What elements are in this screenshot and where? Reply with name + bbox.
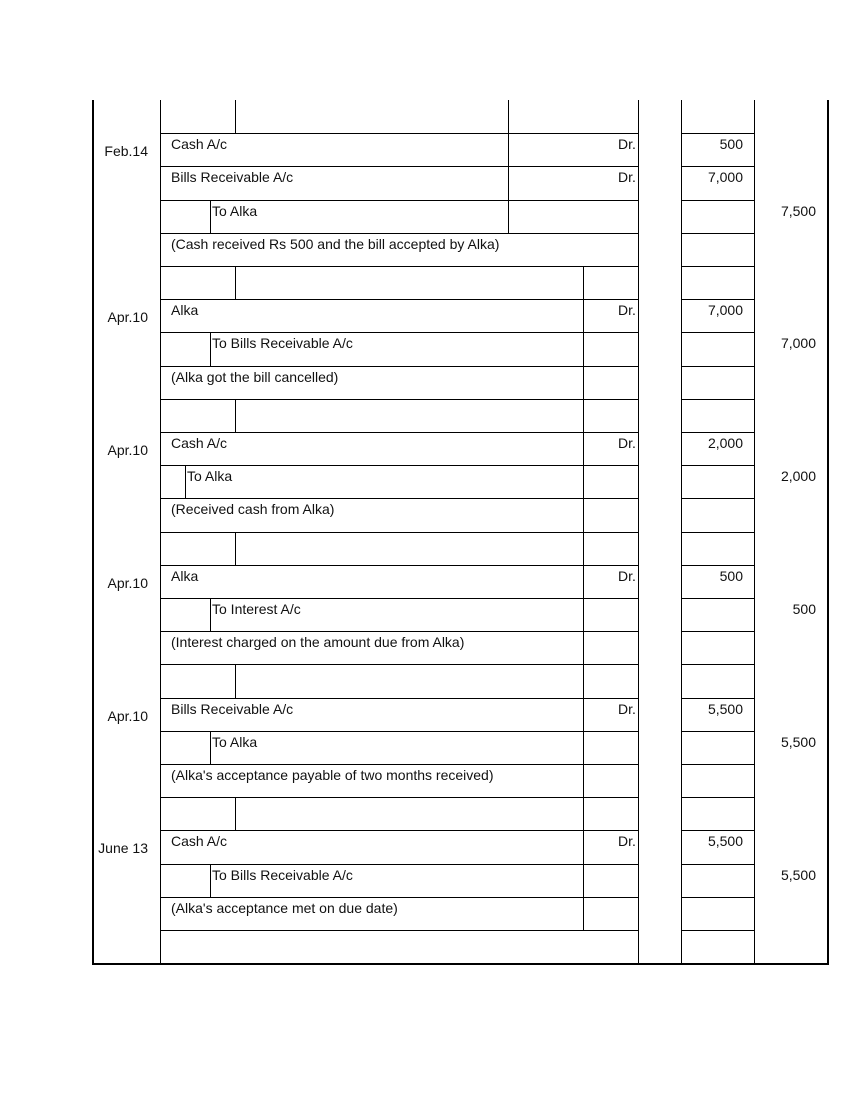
row-rule — [681, 465, 754, 466]
dr-marker: Dr. — [618, 169, 636, 186]
debit-amount: 7,000 — [707, 169, 743, 186]
row-rule — [681, 930, 754, 931]
row-rule — [681, 764, 754, 765]
inner-col-rule — [583, 864, 584, 897]
narration: (Received cash from Alka) — [171, 501, 335, 518]
inner-col-rule — [583, 631, 584, 664]
inner-col-rule — [508, 100, 509, 133]
row-rule — [160, 332, 638, 333]
row-rule — [160, 366, 638, 367]
inner-col-rule — [583, 797, 584, 830]
row-rule — [681, 266, 754, 267]
narration: (Cash received Rs 500 and the bill accepted by Alka) — [171, 235, 500, 252]
inner-col-rule — [583, 399, 584, 432]
row-rule — [160, 764, 638, 765]
credit-amount: 5,500 — [780, 866, 816, 883]
debit-amount: 5,500 — [707, 833, 743, 850]
credit-amount: 5,500 — [780, 733, 816, 750]
row-rule — [160, 830, 638, 831]
inner-col-rule — [583, 764, 584, 797]
row-rule — [681, 797, 754, 798]
inner-col-rule — [583, 465, 584, 498]
indent-rule — [210, 731, 211, 764]
indent-rule — [210, 332, 211, 365]
account-name: To Bills Receivable A/c — [212, 335, 353, 352]
debit-amount: 2,000 — [707, 435, 743, 451]
row-rule — [160, 731, 638, 732]
indent-rule — [210, 200, 211, 233]
row-rule — [681, 299, 754, 300]
row-rule — [681, 200, 754, 201]
inner-col-rule — [508, 200, 509, 233]
outer-left-rule — [92, 100, 94, 963]
row-rule — [681, 432, 754, 433]
entry-date: Apr.10 — [107, 442, 148, 458]
inner-col-rule — [508, 166, 509, 199]
debit-right-rule — [754, 100, 755, 963]
indent-rule — [185, 465, 186, 498]
outer-right-rule — [827, 100, 829, 963]
inner-col-rule — [583, 698, 584, 731]
credit-amount: 500 — [792, 601, 816, 617]
row-rule — [681, 133, 754, 134]
row-rule — [681, 366, 754, 367]
credit-amount: 2,000 — [780, 468, 816, 485]
account-name: Alka — [171, 567, 199, 584]
row-rule — [160, 200, 638, 201]
row-rule — [160, 897, 638, 898]
row-rule — [160, 930, 638, 931]
narration: (Alka got the bill cancelled) — [171, 368, 339, 385]
narration: (Alka's acceptance met on due date) — [171, 899, 398, 916]
entry-date: June 13 — [98, 840, 148, 857]
dr-marker: Dr. — [618, 833, 636, 850]
inner-col-rule — [583, 266, 584, 299]
row-rule — [160, 598, 638, 599]
account-name: Cash A/c — [171, 833, 228, 850]
row-rule — [160, 631, 638, 632]
row-rule — [681, 664, 754, 665]
account-name: To Interest A/c — [212, 601, 301, 617]
row-rule — [160, 266, 638, 267]
dr-marker: Dr. — [618, 302, 636, 319]
dr-marker: Dr. — [618, 700, 636, 717]
inner-col-rule — [583, 598, 584, 631]
row-rule — [160, 532, 638, 533]
inner-col-rule — [583, 565, 584, 598]
row-rule — [160, 565, 638, 566]
row-rule — [160, 233, 638, 234]
row-rule — [160, 133, 638, 134]
row-rule — [160, 698, 638, 699]
row-rule — [160, 797, 638, 798]
debit-amount: 7,000 — [707, 302, 743, 319]
inner-col-rule — [583, 532, 584, 565]
inner-col-rule — [583, 332, 584, 365]
account-name: To Bills Receivable A/c — [212, 866, 353, 883]
row-rule — [681, 598, 754, 599]
inner-col-rule — [508, 133, 509, 166]
credit-amount: 7,000 — [780, 335, 816, 352]
account-name: Bills Receivable A/c — [171, 700, 294, 717]
narration: (Interest charged on the amount due from Alka) — [171, 634, 465, 651]
dr-marker: Dr. — [618, 435, 636, 451]
row-rule — [160, 664, 638, 665]
dr-marker: Dr. — [618, 136, 636, 153]
inner-col-rule — [583, 897, 584, 930]
row-rule — [160, 399, 638, 400]
inner-col-rule — [583, 432, 584, 465]
row-rule — [160, 864, 638, 865]
row-rule — [681, 233, 754, 234]
sep-cell-rule — [235, 399, 236, 432]
dr-marker: Dr. — [618, 567, 636, 584]
row-rule — [160, 166, 638, 167]
row-rule — [160, 465, 638, 466]
sep-cell-rule — [235, 100, 236, 133]
sep-cell-rule — [235, 664, 236, 697]
account-name: Alka — [171, 302, 199, 319]
bottom-rule — [92, 963, 829, 965]
row-rule — [681, 532, 754, 533]
debit-amount: 500 — [719, 136, 743, 153]
debit-amount: 500 — [719, 567, 743, 584]
row-rule — [681, 565, 754, 566]
row-rule — [160, 432, 638, 433]
row-rule — [681, 332, 754, 333]
account-name: Cash A/c — [171, 435, 228, 451]
inner-col-rule — [583, 830, 584, 863]
entry-date: Apr.10 — [107, 574, 148, 591]
row-rule — [681, 631, 754, 632]
account-name: To Alka — [212, 733, 258, 750]
row-rule — [681, 698, 754, 699]
row-rule — [160, 299, 638, 300]
lf-left-rule — [638, 100, 639, 963]
account-name: Cash A/c — [171, 136, 228, 153]
inner-col-rule — [583, 664, 584, 697]
row-rule — [681, 897, 754, 898]
account-name: To Alka — [187, 468, 233, 485]
indent-rule — [210, 598, 211, 631]
inner-col-rule — [583, 299, 584, 332]
entry-date: Apr.10 — [107, 707, 148, 724]
row-rule — [681, 166, 754, 167]
entry-date: Apr.10 — [107, 309, 148, 326]
indent-rule — [210, 864, 211, 897]
sep-cell-rule — [235, 797, 236, 830]
row-rule — [681, 830, 754, 831]
inner-col-rule — [583, 498, 584, 531]
row-rule — [681, 864, 754, 865]
entry-date: Feb.14 — [104, 143, 148, 160]
debit-amount: 5,500 — [707, 700, 743, 717]
sep-cell-rule — [235, 266, 236, 299]
row-rule — [681, 399, 754, 400]
account-name: Bills Receivable A/c — [171, 169, 294, 186]
credit-amount: 7,500 — [780, 202, 816, 219]
sep-cell-rule — [235, 532, 236, 565]
inner-col-rule — [583, 366, 584, 399]
row-rule — [160, 498, 638, 499]
account-name: To Alka — [212, 202, 258, 219]
row-rule — [681, 498, 754, 499]
inner-col-rule — [583, 731, 584, 764]
narration: (Alka's acceptance payable of two months received) — [171, 767, 494, 783]
row-rule — [681, 731, 754, 732]
